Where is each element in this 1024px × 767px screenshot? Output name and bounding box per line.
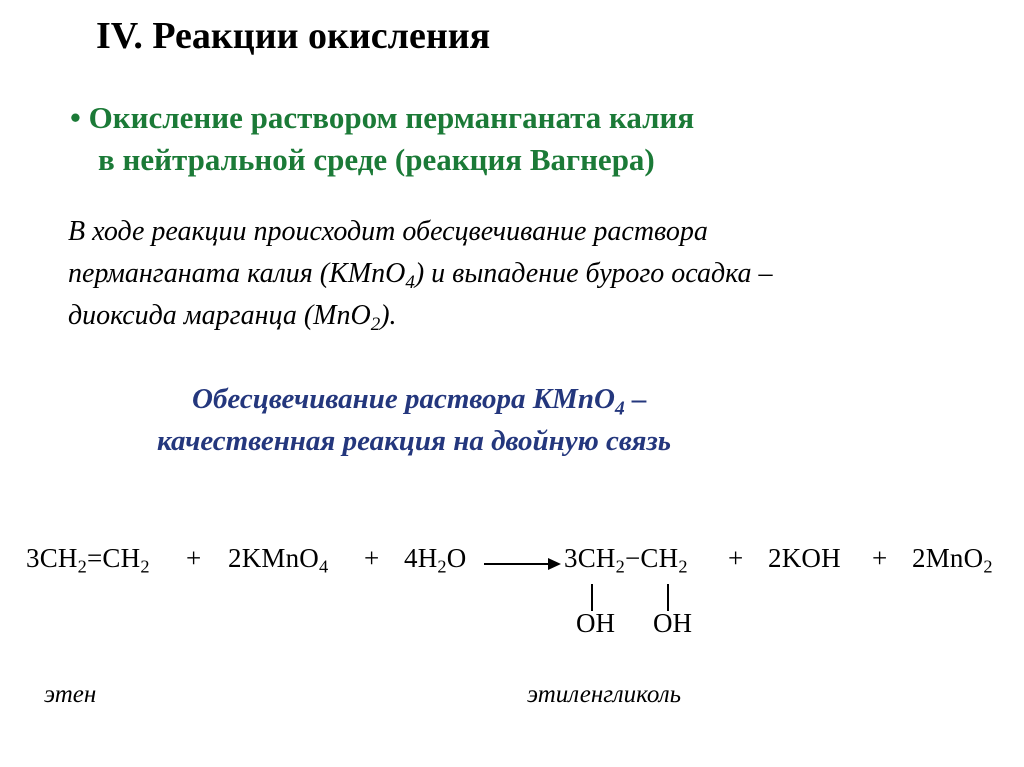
reactant-water — [404, 543, 467, 577]
reaction-arrow — [484, 563, 552, 565]
subtitle-line-1: • Окисление раствором перманганата калия — [70, 100, 695, 135]
description-text: диоксида марганца (MnO — [68, 300, 371, 331]
formula-part: =CH — [87, 543, 141, 573]
highlight-text: Обесцвечивание раствора KMnO — [192, 383, 615, 415]
highlight-line-1 — [192, 383, 647, 420]
plus-sign: + — [728, 543, 744, 573]
reactant-name: этен — [44, 681, 97, 708]
subscript: 2 — [77, 556, 87, 577]
hydroxyl-group: OH — [653, 608, 692, 638]
reactant-kmno4 — [228, 543, 329, 577]
subscript: 4 — [405, 272, 415, 294]
subscript: 2 — [615, 556, 625, 577]
formula-part: 2KMnO — [228, 543, 320, 573]
description-line-2 — [68, 258, 773, 294]
product-mno2 — [912, 543, 993, 577]
plus-sign: + — [186, 543, 202, 573]
bond-line — [667, 584, 669, 611]
description-text: ) и выпадение бурого осадка – — [414, 258, 773, 289]
formula-part: 3CH — [26, 543, 78, 573]
formula-part: O — [446, 543, 467, 573]
slide-title: IV. Реакции окисления — [96, 15, 491, 57]
formula-part: 3CH — [564, 543, 616, 573]
subscript: 2 — [370, 314, 381, 336]
description-line-1: В ходе реакции происходит обесцвечивание раствора — [68, 216, 708, 247]
subtitle-line-2: в нейтральной среде (реакция Вагнера) — [98, 142, 655, 177]
bond-line — [591, 584, 593, 611]
plus-sign: + — [872, 543, 888, 573]
description-text: ). — [380, 300, 397, 331]
subscript: 4 — [614, 397, 625, 420]
highlight-line-2: качественная реакция на двойную связь — [157, 425, 672, 457]
reactant-ethene — [26, 543, 150, 577]
product-koh: 2KOH — [768, 543, 841, 573]
subscript: 2 — [983, 556, 993, 577]
product-name: этиленгликоль — [527, 681, 681, 708]
formula-part: 2MnO — [912, 543, 984, 573]
hydroxyl-group: OH — [576, 608, 615, 638]
description-line-3 — [68, 300, 397, 336]
subscript: 2 — [437, 556, 447, 577]
formula-part: −CH — [625, 543, 679, 573]
plus-sign: + — [364, 543, 380, 573]
highlight-text: – — [624, 383, 647, 415]
subscript: 2 — [678, 556, 688, 577]
product-ethylene-glycol — [564, 543, 688, 577]
subscript: 2 — [140, 556, 150, 577]
formula-part: 4H — [404, 543, 438, 573]
subscript: 4 — [319, 556, 329, 577]
reaction-arrow-head — [548, 558, 561, 570]
description-text: перманганата калия (KMnO — [68, 258, 406, 289]
